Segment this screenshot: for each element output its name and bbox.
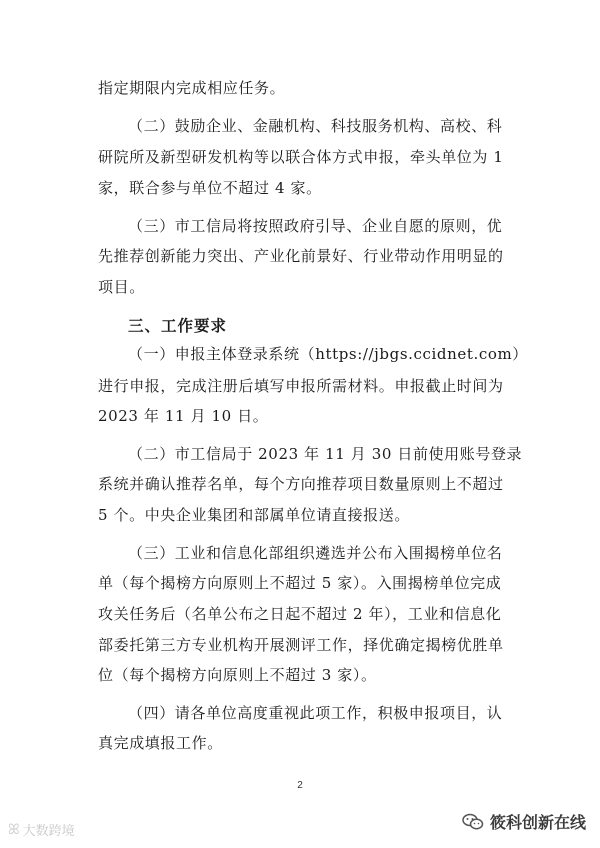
text-line: （三）市工信局将按照政府引导、企业自愿的原则，优 bbox=[128, 217, 503, 235]
text-line: 指定期限内完成相应任务。 bbox=[98, 79, 286, 97]
text-line: 位（每个揭榜方向原则上不超过 3 家）。 bbox=[98, 666, 377, 684]
text-line: 攻关任务后（名单公布之日起不超过 2 年），工业和信息化 bbox=[98, 605, 502, 623]
text-line: （二）鼓励企业、金融机构、科技服务机构、高校、科 bbox=[128, 117, 503, 135]
watermark-left bbox=[8, 820, 75, 839]
text-line: （四）请各单位高度重视此项工作，积极申报项目，认 bbox=[128, 704, 503, 722]
page-number: 2 bbox=[297, 780, 303, 791]
text-line: 家，联合参与单位不超过 4 家。 bbox=[98, 179, 322, 197]
text-line: （三）工业和信息化部组织遴选并公布入围揭榜单位名 bbox=[128, 544, 503, 562]
watermark-right bbox=[462, 810, 586, 833]
text-line: 单（每个揭榜方向原则上不超过 5 家）。入围揭榜单位完成 bbox=[98, 574, 502, 592]
text-line: （一）申报主体登录系统（https://jbgs.ccidnet.com） bbox=[128, 345, 528, 363]
watermark-logo-icon: ꕤ bbox=[8, 821, 20, 838]
watermark-right-text: 筱科创新在线 bbox=[489, 813, 586, 832]
text-line: 5 个。中央企业集团和部属单位请直接报送。 bbox=[98, 506, 410, 524]
text-line: 先推荐创新能力突出、产业化前景好、行业带动作用明显的 bbox=[98, 247, 504, 265]
text-line: 2023 年 11 月 10 日。 bbox=[98, 407, 269, 425]
watermark-left-text: 大数跨境 bbox=[22, 824, 75, 839]
text-line: 真完成填报工作。 bbox=[98, 734, 223, 752]
text-line: 研院所及新型研发机构等以联合体方式申报，牵头单位为 1 bbox=[98, 148, 504, 166]
text-line: 系统并确认推荐名单，每个方向推荐项目数量原则上不超过 bbox=[98, 475, 504, 493]
text-line: 进行申报，完成注册后填写申报所需材料。申报截止时间为 bbox=[98, 377, 504, 395]
text-line: 项目。 bbox=[98, 278, 145, 296]
text-line: （二）市工信局于 2023 年 11 月 30 日前使用账号登录 bbox=[128, 445, 523, 463]
text-line: 部委托第三方专业机构开展测评工作，择优确定揭榜优胜单 bbox=[98, 636, 504, 654]
section-heading: 三、工作要求 bbox=[128, 317, 228, 335]
wechat-icon bbox=[462, 813, 484, 831]
